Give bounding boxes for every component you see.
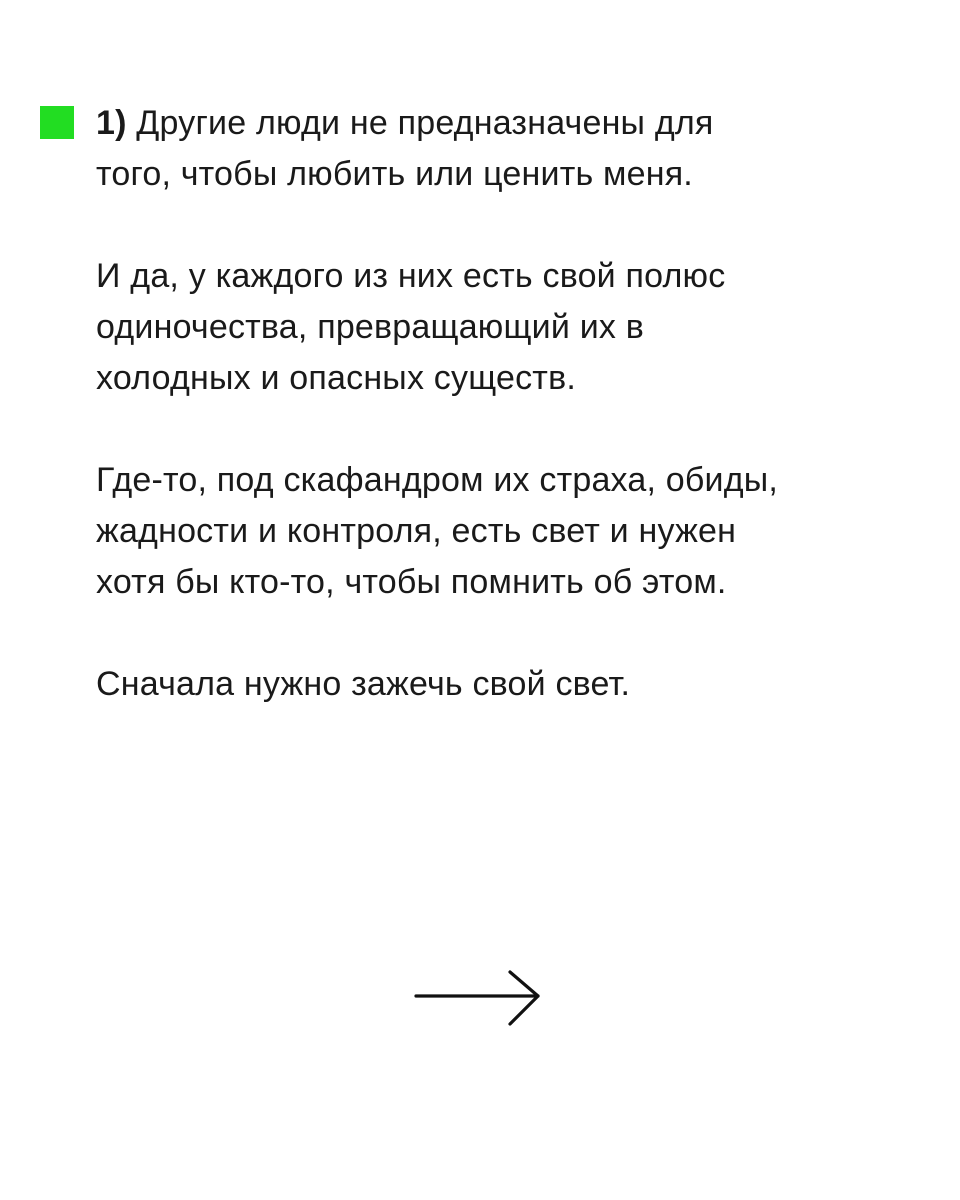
item-number: 1) [96, 104, 127, 142]
paragraph-line: жадности и контроля, есть свет и нужен [96, 512, 737, 550]
paragraph-4 [96, 659, 876, 710]
paragraph-line: Где-то, под скафандром их страха, обиды, [96, 461, 779, 499]
line-text: Другие люди не предназначены для [136, 104, 714, 142]
paragraph-line: И да, у каждого из них есть свой полюс [96, 257, 726, 295]
paragraph-line: Сначала нужно зажечь свой свет. [96, 665, 631, 703]
paragraph-line: холодных и опасных существ. [96, 359, 576, 397]
arrow-right-icon[interactable] [414, 968, 542, 1028]
text-content [96, 98, 876, 710]
paragraph-1 [96, 98, 876, 200]
paragraph-line: одиночества, превращающий их в [96, 308, 645, 346]
paragraph-3 [96, 455, 876, 608]
green-square-marker [40, 106, 74, 139]
paragraph-2 [96, 251, 876, 404]
paragraph-line [96, 98, 876, 149]
paragraph-line: хотя бы кто-то, чтобы помнить об этом. [96, 563, 727, 601]
paragraph-line: того, чтобы любить или ценить меня. [96, 155, 693, 193]
